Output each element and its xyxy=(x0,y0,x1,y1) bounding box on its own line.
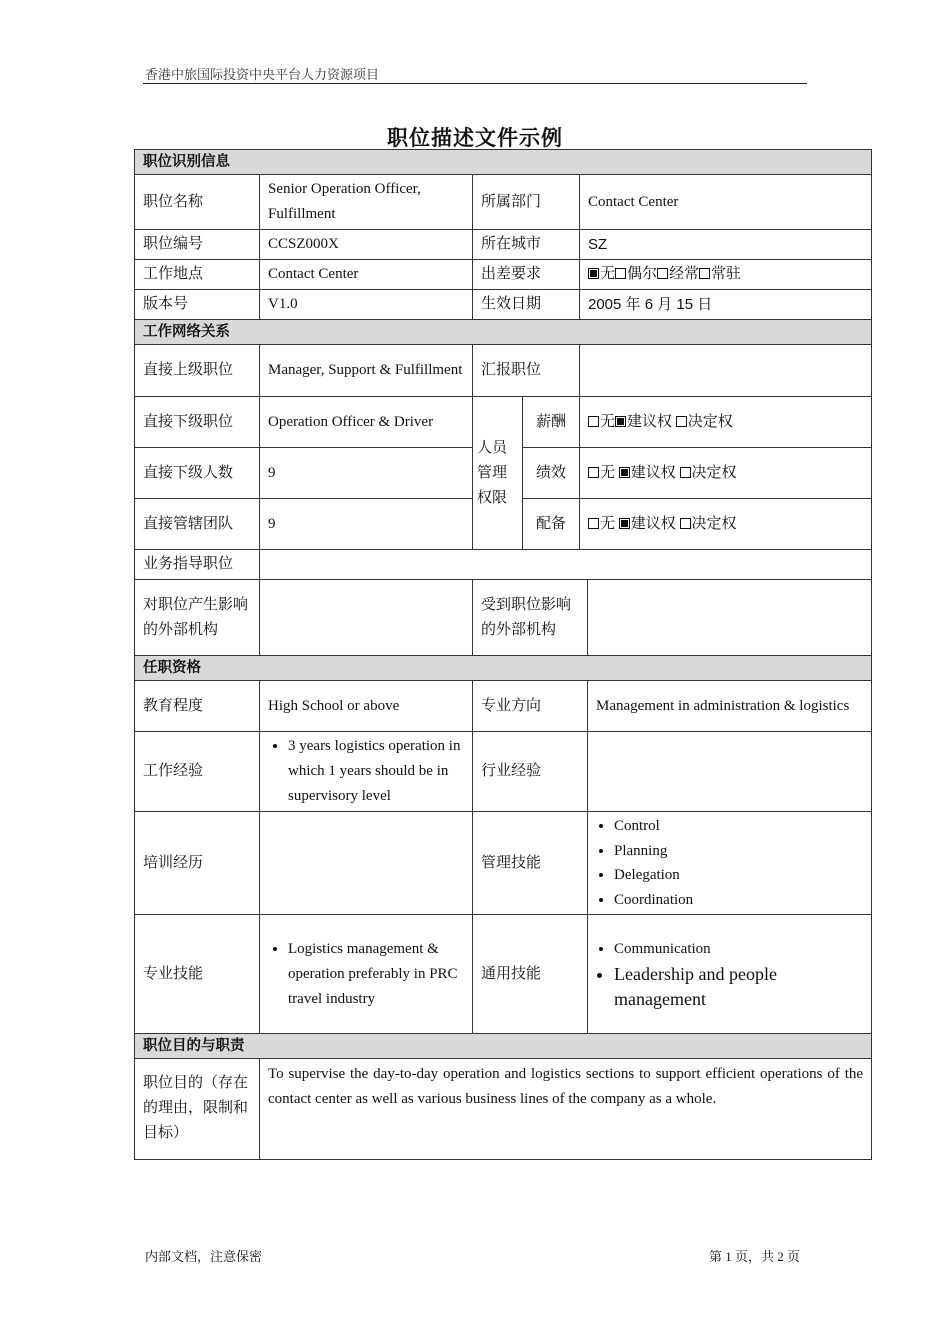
checkbox-unchecked xyxy=(657,268,668,279)
label-training: 培训经历 xyxy=(135,812,260,915)
label-purpose: 职位目的（存在的理由，限制和目标） xyxy=(135,1059,260,1160)
travel-option-label: 偶尔 xyxy=(627,266,658,282)
value-subordinate: Operation Officer & Driver xyxy=(260,397,473,448)
label-staff-authority: 人员管理权限 xyxy=(473,397,523,550)
label-performance: 绩效 xyxy=(523,448,580,499)
travel-option-label: 经常 xyxy=(669,266,700,282)
checkbox-checked xyxy=(615,416,626,427)
value-team: 9 xyxy=(260,499,473,550)
value-experience xyxy=(260,732,473,812)
value-effective-date: 2005 年 6 月 15 日 xyxy=(580,290,872,320)
label-subordinate: 直接下级职位 xyxy=(135,397,260,448)
value-version: V1.0 xyxy=(260,290,473,320)
auth-option: 决定权 xyxy=(687,413,733,430)
auth-option: 建议权 xyxy=(630,464,676,481)
value-report-to xyxy=(580,345,872,397)
value-pro-skills xyxy=(260,915,473,1034)
travel-option-label: 常驻 xyxy=(711,266,742,282)
footer-confidential: 内部文档，注意保密 xyxy=(145,1249,263,1264)
value-work-location: Contact Center xyxy=(260,260,473,290)
section-identity: 职位识别信息 xyxy=(135,150,872,175)
checkbox-checked xyxy=(588,268,599,279)
label-ext-affected: 受到职位影响的外部机构 xyxy=(473,580,588,656)
auth-option: 建议权 xyxy=(627,413,673,430)
travel-option-label: 无 xyxy=(600,266,616,282)
list-item: • Delegation xyxy=(614,863,863,888)
auth-option: 无 xyxy=(600,464,616,481)
label-work-location: 工作地点 xyxy=(135,260,260,290)
label-position-name: 职位名称 xyxy=(135,175,260,230)
label-effective-date: 生效日期 xyxy=(473,290,580,320)
checkbox-unchecked xyxy=(680,518,691,529)
value-education: High School or above xyxy=(260,681,473,732)
label-guidance: 业务指导职位 xyxy=(135,550,260,580)
value-guidance xyxy=(260,550,872,580)
label-department: 所属部门 xyxy=(473,175,580,230)
label-major: 专业方向 xyxy=(473,681,588,732)
authority-staffing xyxy=(580,499,872,550)
label-pro-skills: 专业技能 xyxy=(135,915,260,1034)
footer-page-number: 第 1 页，共 2 页 xyxy=(709,1249,801,1264)
label-industry: 行业经验 xyxy=(473,732,588,812)
label-subordinate-count: 直接下级人数 xyxy=(135,448,260,499)
value-training xyxy=(260,812,473,915)
value-major: Management in administration & logistics xyxy=(588,681,872,732)
auth-option: 决定权 xyxy=(691,515,737,532)
label-report-to: 汇报职位 xyxy=(473,345,580,397)
value-mgmt-skills xyxy=(588,812,872,915)
value-ext-affected xyxy=(588,580,872,656)
auth-option: 无 xyxy=(600,413,616,430)
value-position-code: CCSZ000X xyxy=(260,230,473,260)
authority-performance xyxy=(580,448,872,499)
label-team: 直接管辖团队 xyxy=(135,499,260,550)
value-city: SZ xyxy=(580,230,872,260)
label-version: 版本号 xyxy=(135,290,260,320)
checkbox-unchecked xyxy=(588,416,599,427)
checkbox-unchecked xyxy=(588,518,599,529)
checkbox-unchecked xyxy=(699,268,710,279)
header-rule xyxy=(143,83,807,84)
label-ext-affect: 对职位产生影响的外部机构 xyxy=(135,580,260,656)
auth-option: 无 xyxy=(600,515,616,532)
job-description-table xyxy=(134,149,872,1160)
value-department: Contact Center xyxy=(580,175,872,230)
checkbox-checked xyxy=(619,467,630,478)
value-position-name: Senior Operation Officer, Fulfillment xyxy=(260,175,473,230)
value-industry xyxy=(588,732,872,812)
label-education: 教育程度 xyxy=(135,681,260,732)
label-travel: 出差要求 xyxy=(473,260,580,290)
section-network: 工作网络关系 xyxy=(135,320,872,345)
auth-option: 决定权 xyxy=(691,464,737,481)
list-item: • Logistics management & operation preferably in PRC travel industry xyxy=(288,937,464,1012)
label-city: 所在城市 xyxy=(473,230,580,260)
value-purpose: To supervise the day-to-day operation and logistics sections to support efficient operations of the contact center as well as various business lines of the company as a whole. xyxy=(260,1059,872,1160)
travel-options xyxy=(580,260,872,290)
list-item: • Leadership and people management xyxy=(614,962,863,1012)
checkbox-unchecked xyxy=(680,467,691,478)
header-org: 香港中旅国际投资中央平台人力资源项目 xyxy=(145,67,380,82)
section-qualification: 任职资格 xyxy=(135,656,872,681)
checkbox-unchecked xyxy=(588,467,599,478)
list-item: • Coordination xyxy=(614,888,863,913)
list-item: • Control xyxy=(614,814,863,839)
authority-salary xyxy=(580,397,872,448)
checkbox-unchecked xyxy=(676,416,687,427)
list-item: • 3 years logistics operation in which 1 years should be in supervisory level xyxy=(288,734,464,809)
label-staffing: 配备 xyxy=(523,499,580,550)
label-experience: 工作经验 xyxy=(135,732,260,812)
value-superior: Manager, Support & Fulfillment xyxy=(260,345,473,397)
label-superior: 直接上级职位 xyxy=(135,345,260,397)
value-ext-affect xyxy=(260,580,473,656)
section-row xyxy=(135,150,872,175)
label-salary: 薪酬 xyxy=(523,397,580,448)
list-item: • Communication xyxy=(614,937,863,962)
label-general-skills: 通用技能 xyxy=(473,915,588,1034)
checkbox-unchecked xyxy=(615,268,626,279)
value-general-skills xyxy=(588,915,872,1034)
label-mgmt-skills: 管理技能 xyxy=(473,812,588,915)
list-item: • Planning xyxy=(614,839,863,864)
document-title: 职位描述文件示例 xyxy=(387,126,563,150)
auth-option: 建议权 xyxy=(630,515,676,532)
label-position-code: 职位编号 xyxy=(135,230,260,260)
section-purpose: 职位目的与职责 xyxy=(135,1034,872,1059)
checkbox-checked xyxy=(619,518,630,529)
value-subordinate-count: 9 xyxy=(260,448,473,499)
